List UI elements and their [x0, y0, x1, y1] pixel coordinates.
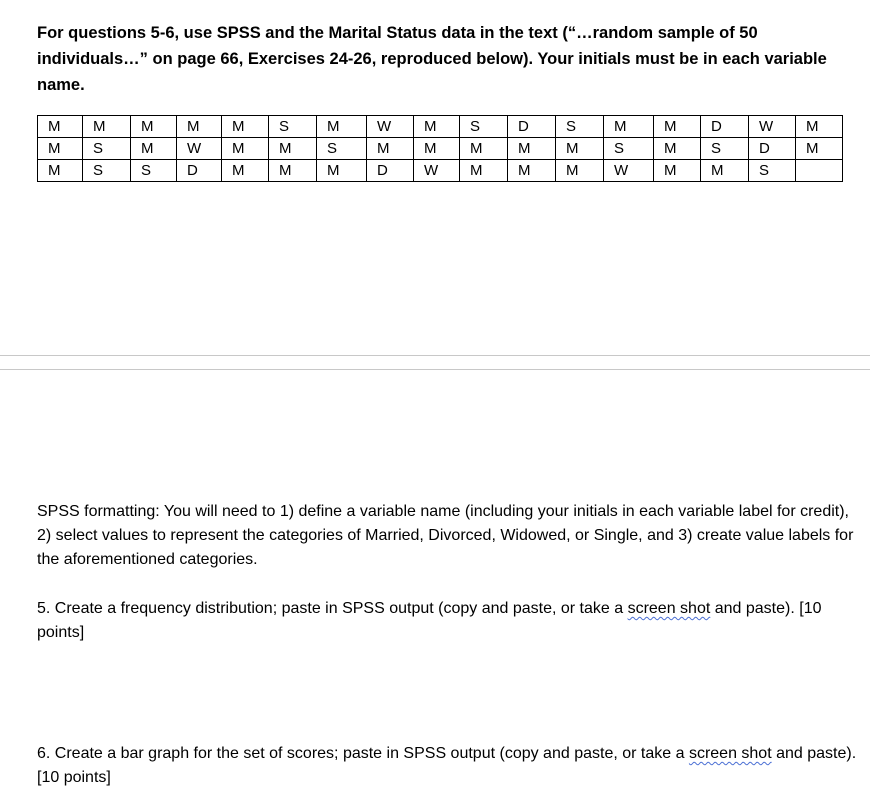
table-cell: S — [701, 138, 749, 160]
page-divider-bottom — [0, 369, 870, 370]
table-cell: M — [269, 138, 317, 160]
table-cell: M — [367, 138, 414, 160]
table-row — [38, 138, 843, 160]
table-cell: M — [414, 116, 460, 138]
table-cell: S — [604, 138, 654, 160]
marital-status-table — [37, 115, 843, 182]
table-cell: M — [508, 138, 556, 160]
table-cell: M — [654, 138, 701, 160]
table-cell: D — [508, 116, 556, 138]
table-cell: M — [222, 116, 269, 138]
table-cell: M — [556, 160, 604, 182]
table-cell: W — [414, 160, 460, 182]
table-cell: S — [460, 116, 508, 138]
table-cell: M — [131, 138, 177, 160]
table-cell: M — [796, 138, 843, 160]
table-cell: S — [83, 160, 131, 182]
question-6-underlined: screen shot — [688, 745, 772, 762]
question-5-underlined: screen shot — [627, 600, 711, 617]
question-5 — [37, 597, 867, 645]
question-5-text-end: and paste). [10 points] — [37, 600, 822, 641]
question-6-text-end: and paste). [10 points] — [37, 745, 857, 786]
table-row — [38, 160, 843, 182]
table-cell — [796, 160, 843, 182]
table-cell: S — [269, 116, 317, 138]
intro-paragraph: For questions 5-6, use SPSS and the Marital Status data in the text (“…random sample of 50 individuals…” on page 66, Exercises 24-26, reproduced below). Your initials must be in each variable name. — [37, 24, 827, 94]
table-cell: M — [414, 138, 460, 160]
table-cell: W — [749, 116, 796, 138]
table-cell: D — [367, 160, 414, 182]
table-cell: M — [269, 160, 317, 182]
table-cell: M — [177, 116, 222, 138]
table-cell: M — [654, 116, 701, 138]
question-6 — [37, 742, 867, 790]
table-cell: M — [317, 160, 367, 182]
table-cell: W — [604, 160, 654, 182]
table-cell: M — [131, 116, 177, 138]
question-5-text: 5. Create a frequency distribution; paste in SPSS output (copy and paste, or take a — [37, 600, 628, 617]
table-cell: S — [556, 116, 604, 138]
table-cell: M — [460, 138, 508, 160]
table-cell: M — [38, 160, 83, 182]
table-cell: M — [460, 160, 508, 182]
table-cell: S — [83, 138, 131, 160]
table-cell: M — [701, 160, 749, 182]
table-cell: M — [508, 160, 556, 182]
formatting-instructions: SPSS formatting: You will need to 1) define a variable name (including your initials in each variable label for credit), 2) select values to represent the categories of Married, Divorced, Widowed, or Single, and 3) create value labels for the aforementioned categories. — [37, 503, 854, 568]
table-cell: S — [317, 138, 367, 160]
table-cell: W — [367, 116, 414, 138]
table-cell: M — [222, 138, 269, 160]
question-6-text: 6. Create a bar graph for the set of scores; paste in SPSS output (copy and paste, or take a — [37, 745, 689, 762]
table-cell: M — [222, 160, 269, 182]
table-cell: D — [701, 116, 749, 138]
table-cell: M — [556, 138, 604, 160]
page-divider-top — [0, 355, 870, 356]
table-row — [38, 116, 843, 138]
table-cell: D — [177, 160, 222, 182]
table-cell: S — [749, 160, 796, 182]
table-cell: M — [317, 116, 367, 138]
table-cell: M — [38, 116, 83, 138]
table-cell: M — [654, 160, 701, 182]
table-cell: M — [604, 116, 654, 138]
table-cell: M — [83, 116, 131, 138]
table-cell: M — [38, 138, 83, 160]
table-cell: D — [749, 138, 796, 160]
table-cell: S — [131, 160, 177, 182]
table-cell: M — [796, 116, 843, 138]
table-cell: W — [177, 138, 222, 160]
